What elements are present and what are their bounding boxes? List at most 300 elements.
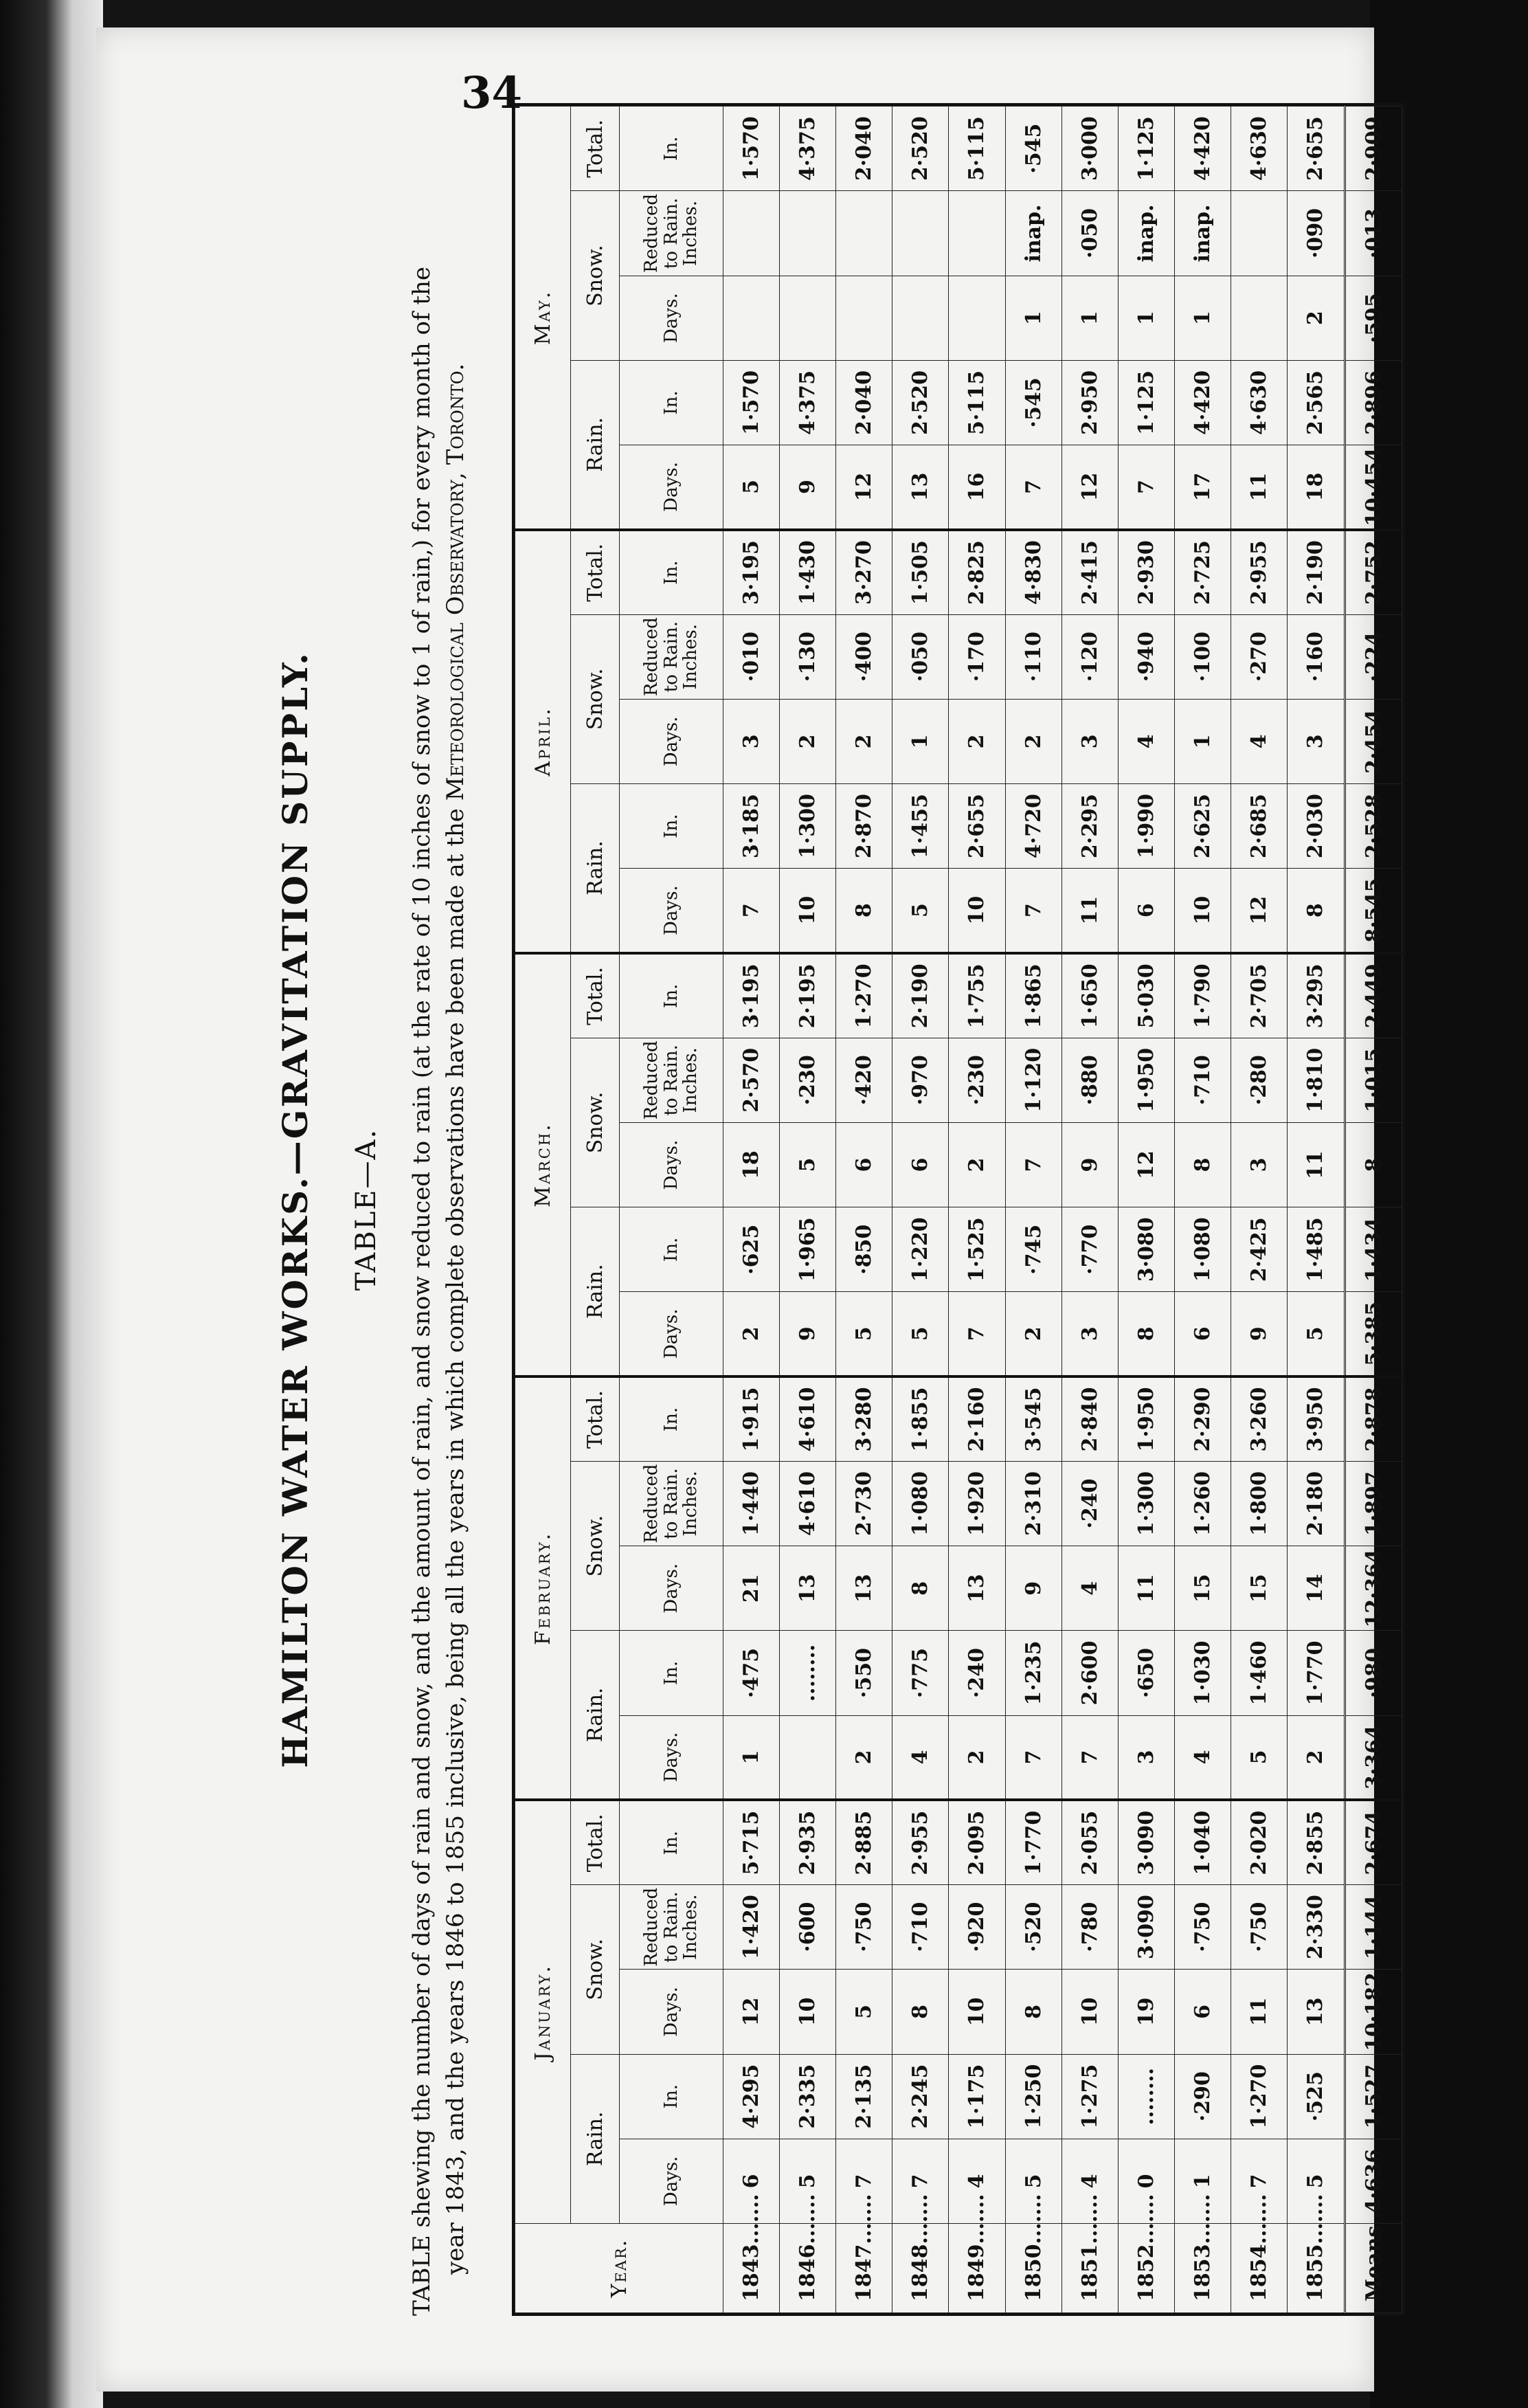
table-cell: 3·280 (836, 1376, 892, 1461)
table-cell: 1·770 (1288, 1631, 1345, 1715)
table-cell: 4 (1231, 699, 1287, 783)
table-cell: 2·870 (836, 784, 892, 869)
table-cell: 2·335 (780, 2054, 836, 2139)
table-cell: 1·525 (949, 1207, 1005, 1292)
table-cell: 2 (836, 699, 892, 783)
table-cell: 2·565 (1288, 360, 1345, 445)
table-cell: 4 (949, 2139, 1005, 2223)
rain-inches-header: In. (620, 2054, 723, 2139)
table-cell: 1·275 (1061, 2054, 1118, 2139)
table-cell: 8 (1118, 1292, 1174, 1376)
table-cell: 2 (723, 1292, 780, 1376)
table-cell: 1·570 (723, 107, 780, 191)
table-cell: 1·950 (1118, 1376, 1174, 1461)
table-body (723, 107, 1402, 2313)
table-cell: 2·655 (1288, 107, 1345, 191)
table-cell: 4 (1061, 1546, 1118, 1631)
table-cell: 3·195 (723, 953, 780, 1038)
table-cell: 5·715 (723, 1800, 780, 1884)
table-cell: 2·160 (949, 1376, 1005, 1461)
table-cell: 2·752 (1345, 530, 1402, 614)
table-cell: 8 (1005, 1970, 1061, 2054)
row-year: 1851....... (1061, 2224, 1118, 2313)
month-header: May. (515, 107, 571, 530)
table-cell: 2·030 (1288, 784, 1345, 869)
table-row (1231, 107, 1287, 2313)
table-cell: 6 (1174, 1292, 1231, 1376)
table-row (1061, 107, 1118, 2313)
table-cell: 2·190 (1288, 530, 1345, 614)
table-cell: 4·636 (1345, 2139, 1402, 2223)
table-cell: 3·260 (1231, 1376, 1287, 1461)
table-cell: 4·610 (780, 1461, 836, 1546)
snow-days-header: Days. (620, 699, 723, 783)
table-cell (892, 276, 949, 360)
table-cell: 7 (1005, 1122, 1061, 1207)
table-cell: 11 (1288, 1122, 1345, 1207)
table-cell: inap. (1174, 191, 1231, 276)
table-cell: 14 (1288, 1546, 1345, 1631)
table-cell: 5 (892, 869, 949, 953)
table-cell: 1·175 (949, 2054, 1005, 2139)
table-cell: ·920 (949, 1885, 1005, 1970)
rain-group-header: Rain. (571, 360, 620, 529)
table-cell: 1·270 (836, 953, 892, 1038)
table-cell: 2·935 (780, 1800, 836, 1884)
table-cell: 1·920 (949, 1461, 1005, 1546)
table-cell: inap. (1005, 191, 1061, 276)
table-cell: ·290 (1174, 2054, 1231, 2139)
table-cell: 1·434 (1345, 1207, 1402, 1292)
table-row (836, 107, 892, 2313)
table-cell: 17 (1174, 445, 1231, 530)
row-year: 1852....... (1118, 2224, 1174, 2313)
table-cell: 1·220 (892, 1207, 949, 1292)
table-row (1345, 107, 1402, 2313)
table-cell: 2 (1288, 276, 1345, 360)
table-cell: 8 (892, 1970, 949, 2054)
month-header: February. (515, 1376, 571, 1800)
snow-days-header: Days. (620, 1970, 723, 2054)
table-cell: 2·245 (892, 2054, 949, 2139)
table-cell: ·750 (1231, 1885, 1287, 1970)
table-cell: 2·055 (1061, 1800, 1118, 1884)
table-cell: ·780 (1061, 1885, 1118, 1970)
table-cell: 2·878 (1345, 1376, 1402, 1461)
table-cell: 16 (949, 445, 1005, 530)
table-cell: 3·270 (836, 530, 892, 614)
page-number: 34 (460, 67, 522, 119)
table-cell: 10 (949, 1970, 1005, 2054)
description-line-1: TABLE shewing the number of days of rain and snow, and the amount of rain, and snow reduced to rain (at the rate of 10 inches of snow to 1 of rain,) for every month of the (408, 266, 436, 2316)
rain-days-header: Days. (620, 1715, 723, 1800)
table-cell: 3·090 (1118, 1800, 1174, 1884)
table-cell: ·090 (1288, 191, 1345, 276)
table-cell: 13 (949, 1546, 1005, 1631)
table-cell: ·600 (780, 1885, 836, 1970)
table-cell: ·400 (836, 614, 892, 699)
header-row-groups (571, 107, 620, 2313)
table-cell: 4·375 (780, 107, 836, 191)
table-cell: 4 (1174, 1715, 1231, 1800)
rain-snow-table-frame (512, 103, 1405, 2316)
table-cell: 0 (1118, 2139, 1174, 2223)
table-row (723, 107, 780, 2313)
total-group-header: Total. (571, 530, 620, 614)
table-cell: 2·425 (1231, 1207, 1287, 1292)
table-cell: 1·260 (1174, 1461, 1231, 1546)
table-cell: 1·755 (949, 953, 1005, 1038)
table-cell: 12 (723, 1970, 780, 2054)
snow-reduced-header: Reduced to Rain. Inches. (620, 191, 723, 276)
table-cell: 12 (836, 445, 892, 530)
table-cell: 2·295 (1061, 784, 1118, 869)
table-cell: 2·955 (892, 1800, 949, 1884)
table-cell: 7 (949, 1292, 1005, 1376)
table-cell: 1·125 (1118, 107, 1174, 191)
table-cell: ·525 (1288, 2054, 1345, 2139)
table-cell: 2·415 (1061, 530, 1118, 614)
rain-inches-header: In. (620, 784, 723, 869)
rain-inches-header: In. (620, 1631, 723, 1715)
table-cell: 4 (1118, 699, 1174, 783)
table-cell: ·013 (1345, 191, 1402, 276)
table-cell: 12 (1118, 1122, 1174, 1207)
table-cell: 10·454 (1345, 445, 1402, 530)
table-cell: 6 (1174, 1970, 1231, 2054)
table-cell: 1·080 (1174, 1207, 1231, 1292)
snow-group-header: Snow. (571, 191, 620, 360)
table-cell: ·050 (1061, 191, 1118, 276)
total-inches-header: In. (620, 1376, 723, 1461)
table-cell: 1 (723, 1715, 780, 1800)
table-cell: ·850 (836, 1207, 892, 1292)
table-cell: 1·420 (723, 1885, 780, 1970)
table-cell: ·710 (892, 1885, 949, 1970)
table-cell: 5 (723, 445, 780, 530)
table-cell: 1·990 (1118, 784, 1174, 869)
rotated-content (275, 103, 1408, 2316)
description-line-2 (439, 103, 473, 2316)
table-cell: 10 (949, 869, 1005, 953)
table-row (1174, 107, 1231, 2313)
table-cell: 5 (1005, 2139, 1061, 2223)
row-year: 1853....... (1174, 2224, 1231, 2313)
table-cell: 1·460 (1231, 1631, 1287, 1715)
table-cell: 3·080 (1118, 1207, 1174, 1292)
table-cell: 2·855 (1288, 1800, 1345, 1884)
table-cell: 8 (836, 869, 892, 953)
table-cell: 2·290 (1174, 1376, 1231, 1461)
row-year: 1847....... (836, 2224, 892, 2313)
table-cell: 1 (1061, 276, 1118, 360)
table-cell: 6 (1118, 869, 1174, 953)
total-group-header: Total. (571, 953, 620, 1038)
table-cell: 1·015 (1345, 1038, 1402, 1122)
table-cell: 1 (1174, 699, 1231, 783)
table-cell: 6 (892, 1122, 949, 1207)
table-cell: 5 (1288, 1292, 1345, 1376)
table-cell: 2·570 (723, 1038, 780, 1122)
rain-inches-header: In. (620, 360, 723, 445)
table-cell: 2·520 (892, 107, 949, 191)
table-cell: 2·885 (836, 1800, 892, 1884)
table-cell: 7 (723, 869, 780, 953)
table-cell: 6 (836, 1122, 892, 1207)
table-cell: 9 (1061, 1122, 1118, 1207)
table-cell: 7 (1061, 1715, 1118, 1800)
table-cell: 5 (892, 1292, 949, 1376)
table-cell: 2 (836, 1715, 892, 1800)
table-cell: 5 (836, 1970, 892, 2054)
table-cell: ·880 (1061, 1038, 1118, 1122)
table-cell: 7 (1118, 445, 1174, 530)
table-cell: 5·115 (949, 360, 1005, 445)
table-cell: ·545 (1005, 107, 1061, 191)
table-cell: 2·896 (1345, 360, 1402, 445)
row-year: 1849....... (949, 2224, 1005, 2313)
table-cell: 1·897 (1345, 1461, 1402, 1546)
table-cell: ·240 (949, 1631, 1005, 1715)
table-cell (780, 1715, 836, 1800)
table-cell: ·100 (1174, 614, 1231, 699)
table-cell: 2·520 (892, 360, 949, 445)
table-cell: 1·440 (723, 1461, 780, 1546)
table-cell: 3 (1231, 1122, 1287, 1207)
table-cell: 1·570 (723, 360, 780, 445)
table-cell: 7 (892, 2139, 949, 2223)
table-cell: 15 (1174, 1546, 1231, 1631)
table-cell: 1·865 (1005, 953, 1061, 1038)
table-cell: 2 (1005, 1292, 1061, 1376)
table-cell: ·750 (836, 1885, 892, 1970)
table-cell: 3 (1118, 1715, 1174, 1800)
table-cell: 1·430 (780, 530, 836, 614)
description-line-2-text: year 1843, and the years 1846 to 1855 inclusive, being all the years in which complete observations have been made at the (442, 808, 470, 2275)
row-year: 1854....... (1231, 2224, 1287, 2313)
table-cell: ·750 (1174, 1885, 1231, 1970)
table-cell: 1·485 (1288, 1207, 1345, 1292)
year-column-header: Year. (515, 2224, 723, 2313)
table-cell: ·970 (892, 1038, 949, 1122)
table-cell: 2·950 (1061, 360, 1118, 445)
table-cell: 1·810 (1288, 1038, 1345, 1122)
snow-group-header: Snow. (571, 1461, 620, 1630)
rain-group-header: Rain. (571, 1631, 620, 1800)
table-cell: ........ (780, 1631, 836, 1715)
table-cell: 4·830 (1005, 530, 1061, 614)
table-cell (1231, 276, 1287, 360)
table-cell: 8 (1174, 1122, 1231, 1207)
table-cell: 12 (1231, 869, 1287, 953)
table-cell: 4·610 (780, 1376, 836, 1461)
table-cell: 5·030 (1118, 953, 1174, 1038)
table-cell: 1·950 (1118, 1038, 1174, 1122)
rain-snow-table (515, 106, 1402, 2313)
table-cell: 5 (780, 2139, 836, 2223)
table-cell: 8·545 (1345, 869, 1402, 953)
rain-group-header: Rain. (571, 784, 620, 953)
row-year: 1850....... (1005, 2224, 1061, 2313)
table-cell: 1 (892, 699, 949, 783)
table-cell: 1·125 (1118, 360, 1174, 445)
table-cell: ·475 (723, 1631, 780, 1715)
table-cell: 7 (1005, 1715, 1061, 1800)
snow-reduced-header: Reduced to Rain. Inches. (620, 1885, 723, 1970)
table-cell: ·010 (723, 614, 780, 699)
rain-days-header: Days. (620, 1292, 723, 1376)
table-cell: 1 (1118, 276, 1174, 360)
table-cell: ·230 (780, 1038, 836, 1122)
rain-inches-header: In. (620, 1207, 723, 1292)
table-cell: 12·364 (1345, 1546, 1402, 1631)
table-cell: 4 (1061, 2139, 1118, 2223)
row-year: 1843....... (723, 2224, 780, 2313)
table-cell (1231, 191, 1287, 276)
table-cell: ·940 (1118, 614, 1174, 699)
table-cell: 2·600 (1061, 1631, 1118, 1715)
table-cell: 5·385 (1345, 1292, 1402, 1376)
table-cell: 10 (780, 869, 836, 953)
table-cell (723, 276, 780, 360)
table-cell: 2·095 (949, 1800, 1005, 1884)
table-cell: 10 (780, 1970, 836, 2054)
total-group-header: Total. (571, 1376, 620, 1461)
table-cell: inap. (1118, 191, 1174, 276)
snow-reduced-header: Reduced to Rain. Inches. (620, 614, 723, 699)
table-cell: 2·528 (1345, 784, 1402, 869)
table-cell: ·120 (1061, 614, 1118, 699)
row-year: 1848....... (892, 2224, 949, 2313)
table-cell: 12 (1061, 445, 1118, 530)
table-cell: 8 (1288, 869, 1345, 953)
rain-days-header: Days. (620, 869, 723, 953)
table-cell: 2·330 (1288, 1885, 1345, 1970)
table-cell: 1·300 (1118, 1461, 1174, 1546)
table-cell: 2·040 (836, 360, 892, 445)
table-cell: 18 (723, 1122, 780, 1207)
table-cell: 2·625 (1174, 784, 1231, 869)
table-cell: 2·909 (1345, 107, 1402, 191)
table-cell: ·230 (949, 1038, 1005, 1122)
table-cell: ·770 (1061, 1207, 1118, 1292)
month-header: April. (515, 530, 571, 953)
row-year: Means.... (1345, 2224, 1402, 2313)
header-row-months (515, 107, 571, 2313)
table-cell: 4 (892, 1715, 949, 1800)
table-cell: 2·955 (1231, 530, 1287, 614)
table-cell: 1·915 (723, 1376, 780, 1461)
table-cell: ·595 (1345, 276, 1402, 360)
table-cell: ·224 (1345, 614, 1402, 699)
table-cell: 4·420 (1174, 107, 1231, 191)
rain-group-header: Rain. (571, 1207, 620, 1376)
table-cell: 4·420 (1174, 360, 1231, 445)
rain-days-header: Days. (620, 445, 723, 530)
table-cell: ·170 (949, 614, 1005, 699)
table-cell: 7 (1005, 869, 1061, 953)
snow-days-header: Days. (620, 1546, 723, 1631)
table-cell: 2 (1288, 1715, 1345, 1800)
table-cell: 9 (780, 445, 836, 530)
table-cell: 9 (780, 1292, 836, 1376)
scan-binding-edge (0, 0, 103, 2408)
rain-group-header: Rain. (571, 2054, 620, 2223)
table-cell: 2·725 (1174, 530, 1231, 614)
table-cell: 2·655 (949, 784, 1005, 869)
snow-days-header: Days. (620, 1122, 723, 1207)
table-row (780, 107, 836, 2313)
total-inches-header: In. (620, 530, 723, 614)
table-cell: 1·250 (1005, 2054, 1061, 2139)
month-header: January. (515, 1800, 571, 2223)
snow-reduced-header: Reduced to Rain. Inches. (620, 1461, 723, 1546)
table-cell: 1·965 (780, 1207, 836, 1292)
table-cell: ·520 (1005, 1885, 1061, 1970)
table-cell (892, 191, 949, 276)
table-cell: 21 (723, 1546, 780, 1631)
table-cell: 2 (949, 1122, 1005, 1207)
table-cell: 18 (1288, 445, 1345, 530)
table-cell: 10·182 (1345, 1970, 1402, 2054)
table-cell: 1·120 (1005, 1038, 1061, 1122)
table-cell: 10 (1061, 1970, 1118, 2054)
table-cell: ·110 (1005, 614, 1061, 699)
table-cell: 1·855 (892, 1376, 949, 1461)
table-cell: 9 (1231, 1292, 1287, 1376)
table-cell: 5·115 (949, 107, 1005, 191)
table-cell: ·050 (892, 614, 949, 699)
table-cell: 1·300 (780, 784, 836, 869)
table-cell: ·980 (1345, 1631, 1402, 1715)
total-group-header: Total. (571, 107, 620, 191)
table-cell: ·775 (892, 1631, 949, 1715)
table-row (1118, 107, 1174, 2313)
table-cell: 3 (1061, 1292, 1118, 1376)
table-cell: 1 (1174, 276, 1231, 360)
table-cell: 4·630 (1231, 360, 1287, 445)
observatory-name: Meteorological Observatory, Toronto. (442, 363, 470, 801)
table-cell: 13 (1288, 1970, 1345, 2054)
table-cell: 1 (1174, 2139, 1231, 2223)
table-cell: 1·527 (1345, 2054, 1402, 2139)
table-cell: 1·455 (892, 784, 949, 869)
table-cell: 13 (780, 1546, 836, 1631)
table-cell: ·650 (1118, 1631, 1174, 1715)
table-cell: 2·190 (892, 953, 949, 1038)
table-label: TABLE—A. (350, 1128, 382, 1291)
table-description (405, 103, 473, 2316)
table-cell: 11 (1061, 869, 1118, 953)
total-inches-header: In. (620, 107, 723, 191)
table-cell: 2·449 (1345, 953, 1402, 1038)
table-row (949, 107, 1005, 2313)
table-cell: 6 (723, 2139, 780, 2223)
rain-days-header: Days. (620, 2139, 723, 2223)
table-cell: 1·790 (1174, 953, 1231, 1038)
table-cell: ........ (1118, 2054, 1174, 2139)
table-cell: 1·040 (1174, 1800, 1231, 1884)
table-cell: 2·310 (1005, 1461, 1061, 1546)
table-cell: 3·950 (1288, 1376, 1345, 1461)
table-cell: 1·770 (1005, 1800, 1061, 1884)
table-cell: 5 (836, 1292, 892, 1376)
snow-group-header: Snow. (571, 614, 620, 783)
table-cell: 19 (1118, 1970, 1174, 2054)
table-row (892, 107, 949, 2313)
table-cell: 2·180 (1288, 1461, 1345, 1546)
table-cell: 13 (892, 445, 949, 530)
